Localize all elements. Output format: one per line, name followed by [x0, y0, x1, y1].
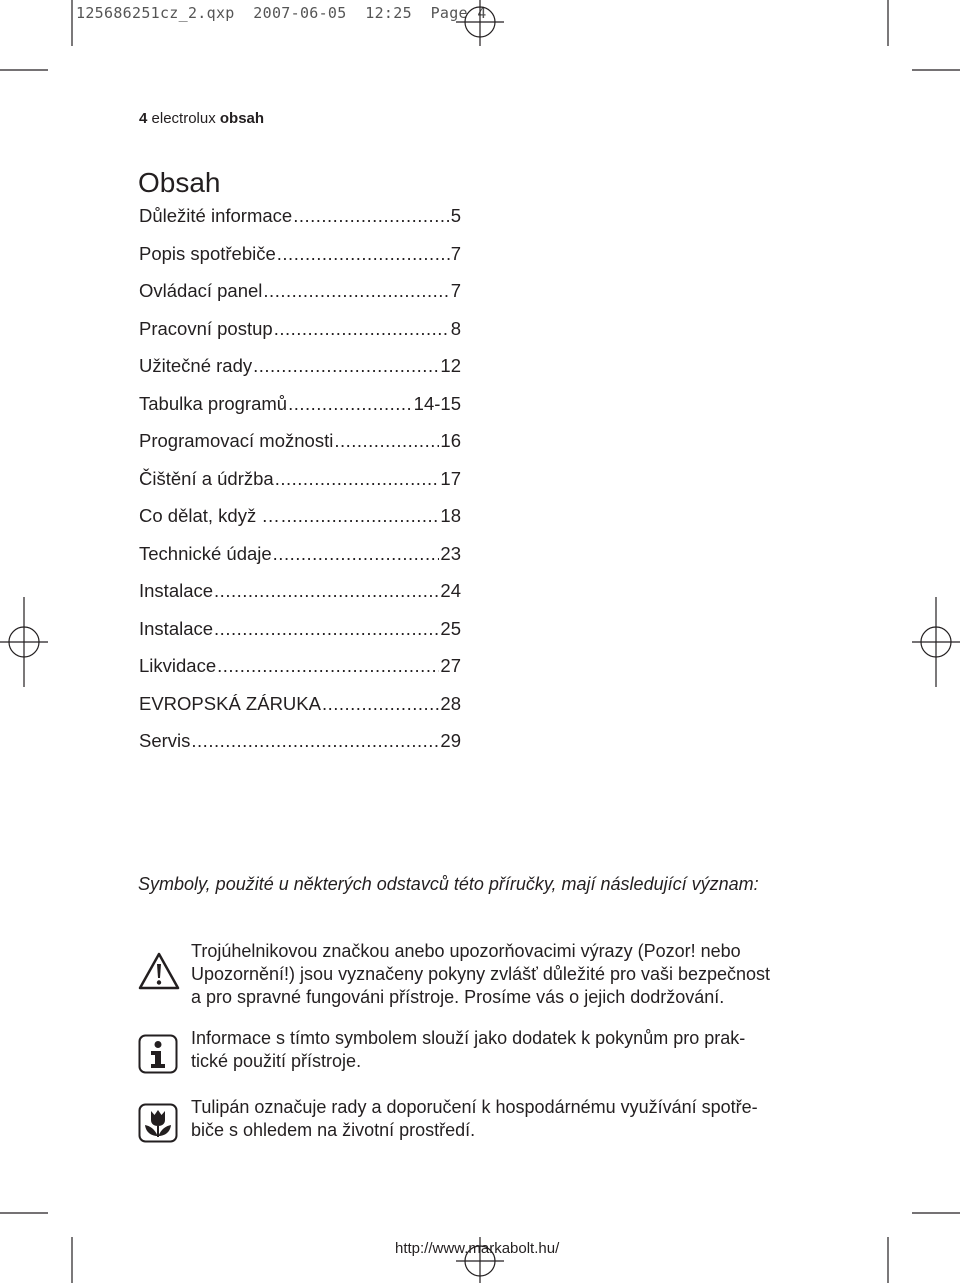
- info-text-line: tické použití přístroje.: [191, 1051, 362, 1071]
- symbol-block-warning: [138, 940, 838, 1010]
- toc-leader-dots: [191, 730, 439, 752]
- toc-entry-label: EVROPSKÁ ZÁRUKA: [139, 692, 321, 714]
- info-text-line: Informace s tímto symbolem slouží jako dodatek k pokynům pro prak-: [191, 1028, 746, 1048]
- brand-name: electrolux: [151, 110, 216, 127]
- toc-entry-page: 24: [440, 580, 461, 601]
- toc-leader-dots: [273, 543, 440, 565]
- toc-entry[interactable]: [139, 580, 461, 618]
- toc-entry[interactable]: [139, 280, 461, 318]
- toc-leader-dots: [334, 430, 439, 452]
- toc-entry-page: 14-15: [413, 392, 461, 414]
- toc-entry-page: 8: [450, 317, 461, 339]
- toc-entry[interactable]: [139, 618, 461, 656]
- toc-leader-dots: [275, 468, 440, 490]
- toc-entry[interactable]: [139, 430, 461, 468]
- toc-leader-dots: [274, 318, 450, 340]
- toc-leader-dots: [253, 355, 439, 377]
- toc-entry-page: 16: [440, 430, 461, 451]
- toc-entry-page: 7: [450, 242, 461, 264]
- toc-entry-label: Užitečné rady: [139, 355, 253, 376]
- toc-leader-dots: [214, 580, 439, 602]
- symbol-block-info: [138, 1027, 838, 1077]
- toc-entry[interactable]: [139, 393, 461, 431]
- toc-entry[interactable]: [139, 355, 461, 393]
- tulip-text-line: Tulipán označuje rady a doporučení k hospodárnému využívání spotře-: [191, 1097, 758, 1117]
- section-name: obsah: [219, 110, 265, 127]
- tulip-text-line: biče s ohledem na životní prostředí.: [191, 1120, 476, 1140]
- warning-triangle-icon: [138, 952, 180, 990]
- toc-entry[interactable]: [139, 468, 461, 506]
- toc-leader-dots: [288, 393, 413, 415]
- toc-entry-page: 27: [440, 655, 461, 676]
- toc-leader-dots: [293, 205, 450, 227]
- toc-entry[interactable]: [139, 318, 461, 356]
- toc-entry-label: Co dělat, když …: [139, 505, 280, 526]
- warning-text-line: Upozornění!) jsou vyznačeny pokyny zvlášť důležité pro vaši bezpečnost: [191, 964, 771, 984]
- toc-entry-page: 25: [440, 617, 461, 639]
- toc-entry-label: Servis: [139, 730, 191, 751]
- toc-leader-dots: [217, 655, 439, 677]
- toc-leader-dots: [263, 280, 449, 302]
- toc-leader-dots: [214, 618, 439, 640]
- print-slug: 125686251cz_2.qxp 2007-06-05 12:25 Page 4: [76, 4, 487, 22]
- symbol-block-tulip: [138, 1096, 838, 1146]
- toc-entry-label: Tabulka programů: [139, 392, 288, 414]
- tulip-icon: [138, 1103, 178, 1143]
- info-icon: [138, 1034, 178, 1074]
- toc-entry-page: 7: [450, 280, 461, 301]
- page-title: Obsah: [138, 166, 221, 198]
- toc-entry[interactable]: [139, 693, 461, 731]
- toc-leader-dots: [322, 693, 439, 715]
- toc-entry-label: Ovládací panel: [139, 280, 263, 301]
- page-number: 4: [139, 110, 148, 127]
- footer-url[interactable]: http://www.markabolt.hu/: [395, 1240, 560, 1257]
- info-text: [191, 1027, 841, 1073]
- warning-text-line: Trojúhelnikovou značkou anebo upozorňovacimi výrazy (Pozor! nebo: [191, 941, 741, 961]
- toc-entry-page: 23: [440, 542, 461, 564]
- toc-entry-label: Technické údaje: [139, 542, 272, 564]
- toc-entry-label: Likvidace: [139, 655, 217, 676]
- toc-entry[interactable]: [139, 243, 461, 281]
- toc-entry-page: 18: [440, 505, 461, 526]
- toc-entry[interactable]: [139, 655, 461, 693]
- toc-entry-label: Instalace: [139, 617, 214, 639]
- symbols-intro: Symboly, použité u některých odstavců této příručky, mají následující význam:: [138, 874, 759, 894]
- toc-leader-dots: [277, 243, 450, 265]
- toc-entry-label: Instalace: [139, 580, 214, 601]
- warning-text: [191, 940, 841, 1009]
- toc-entry[interactable]: [139, 543, 461, 581]
- running-header: [139, 110, 264, 127]
- table-of-contents: [139, 205, 461, 768]
- toc-entry-page: 12: [440, 355, 461, 376]
- toc-entry-page: 29: [440, 730, 461, 751]
- toc-leader-dots: [281, 505, 440, 527]
- toc-entry-label: Důležité informace: [139, 205, 293, 226]
- toc-entry-label: Čištění a údržba: [139, 467, 274, 489]
- toc-entry[interactable]: [139, 505, 461, 543]
- toc-entry-label: Pracovní postup: [139, 317, 273, 339]
- toc-entry[interactable]: [139, 730, 461, 768]
- toc-entry-page: 17: [440, 467, 461, 489]
- toc-entry-label: Programovací možnosti: [139, 430, 334, 451]
- tulip-text: [191, 1096, 841, 1142]
- toc-entry[interactable]: [139, 205, 461, 243]
- toc-entry-page: 28: [440, 692, 461, 714]
- toc-entry-page: 5: [450, 205, 461, 226]
- toc-entry-label: Popis spotřebiče: [139, 242, 276, 264]
- warning-text-line: a pro spravné fungováni přístroje. Prosíme vás o jejich dodržování.: [191, 987, 725, 1007]
